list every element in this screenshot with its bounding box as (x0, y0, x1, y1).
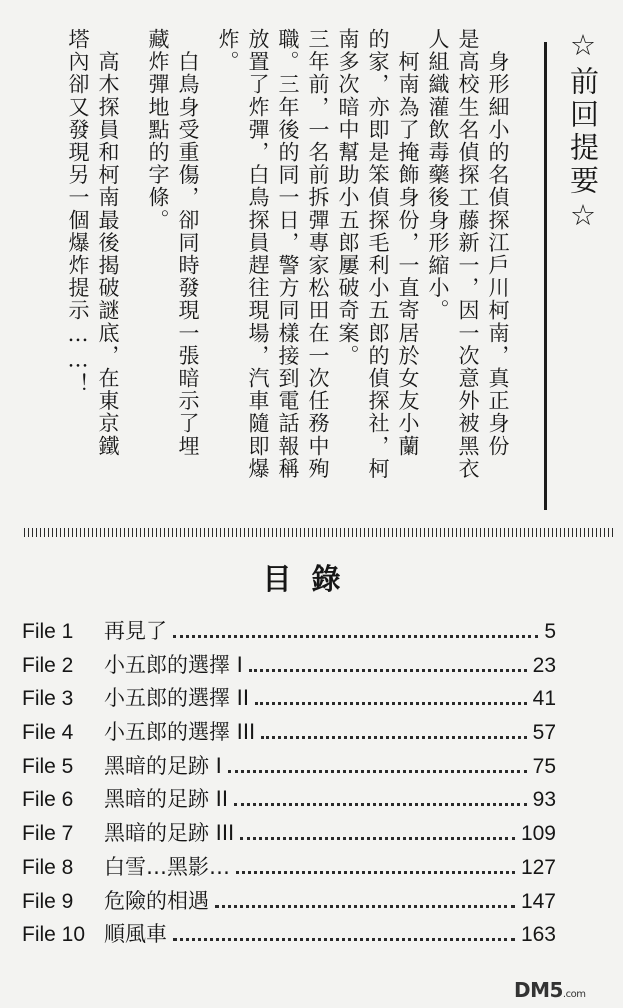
toc-file-number: File 10 (22, 923, 86, 947)
toc-leader-dots (236, 871, 515, 874)
toc-file-number: File 2 (22, 653, 74, 677)
table-of-contents (22, 615, 556, 952)
toc-page-number: 41 (532, 687, 556, 711)
toc-file-number: File 7 (22, 822, 74, 846)
toc-entry-7[interactable] (22, 817, 556, 851)
toc-entry-4[interactable] (22, 716, 556, 750)
recap-column-4: 柯南為了掩飾身份，一直寄居於女友小蘭 (396, 28, 420, 458)
toc-leader-dots (173, 635, 538, 638)
watermark-brand: DM5 (514, 978, 563, 1002)
recap-column-12: 藏炸彈地點的字條。 (146, 28, 170, 232)
recap-column-8: 職。三年後的同一日，警方同樣接到電話報稱 (276, 28, 300, 480)
toc-entry-6[interactable] (22, 783, 556, 817)
toc-page-number: 109 (520, 822, 556, 846)
recap-column-14: 塔內卻又發現另一個爆炸提示……！ (66, 28, 90, 396)
toc-leader-dots (228, 770, 527, 773)
toc-page-number: 93 (532, 788, 556, 812)
toc-page-number: 5 (544, 620, 556, 643)
toc-chapter-title: 小五郎的選擇 I (104, 652, 243, 677)
toc-chapter-title: 再見了 (104, 619, 167, 643)
toc-title: 目錄 (262, 562, 361, 596)
hatched-divider (24, 528, 614, 537)
recap-column-3: 人組織灌飲毒藥後身形縮小。 (426, 28, 450, 322)
recap-column-7: 三年前，一名前拆彈專家松田在一次任務中殉 (306, 28, 330, 480)
recap-column-9: 放置了炸彈，白鳥探員趕往現場，汽車隨即爆 (246, 28, 270, 480)
recap-column-11: 白鳥身受重傷，卻同時發現一張暗示了埋 (176, 28, 200, 458)
toc-leader-dots (249, 669, 527, 672)
toc-entry-1[interactable] (22, 615, 556, 649)
toc-entry-10[interactable] (22, 918, 556, 952)
recap-title: ☆前回提要☆ (566, 28, 600, 236)
toc-page-number: 163 (520, 923, 556, 947)
recap-divider (544, 42, 547, 510)
recap-column-5: 的家，亦即是笨偵探毛利小五郎的偵探社，柯 (366, 28, 390, 480)
recap-column-10: 炸。 (216, 28, 240, 74)
toc-leader-dots (261, 736, 526, 739)
toc-page-number: 57 (532, 721, 556, 745)
toc-entry-3[interactable] (22, 682, 556, 716)
toc-chapter-title: 小五郎的選擇 II (104, 686, 250, 711)
toc-entry-9[interactable] (22, 885, 556, 919)
toc-leader-dots (234, 803, 527, 806)
toc-page-number: 147 (520, 889, 556, 913)
toc-file-number: File 5 (22, 754, 74, 778)
toc-chapter-title: 黑暗的足跡 II (104, 787, 229, 812)
toc-chapter-title: 危險的相遇 (104, 888, 209, 913)
site-watermark-logo (514, 978, 585, 1002)
toc-entry-2[interactable] (22, 649, 556, 683)
toc-entry-8[interactable] (22, 851, 556, 885)
toc-leader-dots (240, 837, 515, 840)
toc-chapter-title: 白雪…黑影… (104, 854, 230, 879)
toc-chapter-title: 黑暗的足跡 I (104, 753, 222, 778)
toc-entry-5[interactable] (22, 750, 556, 784)
toc-page-number: 23 (532, 653, 556, 677)
toc-page-number: 75 (532, 754, 556, 778)
toc-file-number: File 8 (22, 855, 74, 879)
toc-leader-dots (255, 702, 527, 705)
toc-file-number: File 4 (22, 721, 74, 745)
recap-column-13: 高木探員和柯南最後揭破謎底，在東京鐵 (96, 28, 120, 458)
recap-column-2: 是高校生名偵探工藤新一，因一次意外被黑衣 (456, 28, 480, 480)
recap-column-1: 身形細小的名偵探江戶川柯南，真正身份 (486, 28, 510, 458)
toc-page-number: 127 (520, 855, 556, 879)
recap-column-6: 南多次暗中幫助小五郎屢破奇案。 (336, 28, 360, 367)
toc-file-number: File 1 (22, 620, 74, 643)
toc-file-number: File 6 (22, 788, 74, 812)
toc-leader-dots (173, 938, 515, 941)
watermark-suffix: .com (562, 989, 586, 1000)
toc-chapter-title: 小五郎的選擇 III (104, 720, 256, 745)
toc-chapter-title: 黑暗的足跡 III (104, 821, 235, 846)
toc-file-number: File 9 (22, 889, 74, 913)
recap-section (49, 28, 609, 508)
toc-chapter-title: 順風車 (104, 922, 167, 947)
toc-file-number: File 3 (22, 687, 74, 711)
toc-leader-dots (215, 905, 515, 908)
